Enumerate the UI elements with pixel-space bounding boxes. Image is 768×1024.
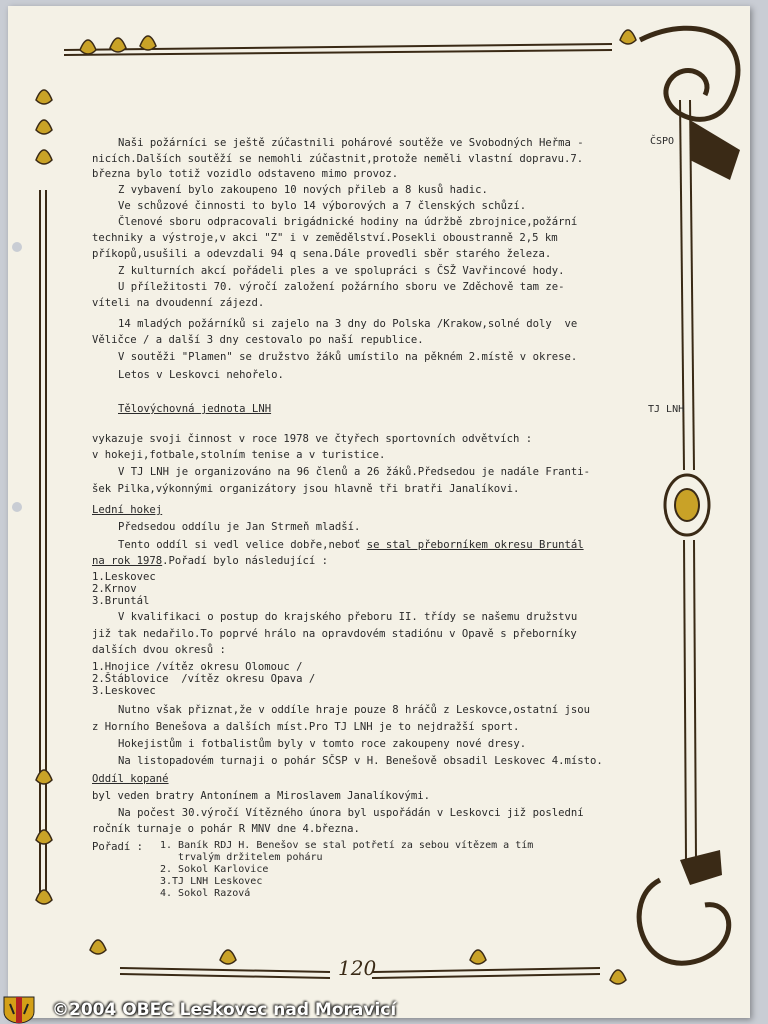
list-item: 3.Leskovec xyxy=(92,685,156,697)
text-line: Předsedou oddílu je Jan Strmeň mladší. xyxy=(118,521,361,533)
text-line: Naši požárníci se ještě zúčastnili pohárové soutěže ve Svobodných Heřma - xyxy=(118,137,584,149)
text-line: Nutno však přiznat,že v oddíle hraje pouze 8 hráčů z Leskovce,ostatní jsou xyxy=(118,704,590,716)
text-line: příkopů,usušili a odevzdali 94 q sena.Dále provedli sběr starého železa. xyxy=(92,248,552,260)
text-line: V TJ LNH je organizováno na 96 členů a 26 žáků.Předsedou je nadále Franti- xyxy=(118,466,590,478)
text-span: na rok 1978 xyxy=(92,555,163,567)
text-line: Z vybavení bylo zakoupeno 10 nových přileb a 8 kusů hadic. xyxy=(118,184,488,196)
list-item: 3.Bruntál xyxy=(92,595,150,607)
text-line: v hokeji,fotbale,stolním tenise a v turistice. xyxy=(92,449,386,461)
text-line: Letos v Leskovci nehořelo. xyxy=(118,369,284,381)
list-item: 2.Krnov xyxy=(92,583,137,595)
section-heading: Tělovýchovná jednota LNH xyxy=(118,403,272,415)
text-line: vykazuje svoji činnost v roce 1978 ve čtyřech sportovních odvětvích : xyxy=(92,433,533,445)
list-label: Pořadí : xyxy=(92,841,144,853)
text-line: 14 mladých požárníků si zajelo na 3 dny do Polska /Krakow,solné doly ve xyxy=(118,318,578,330)
list-item: 2. Sokol Karlovice xyxy=(160,864,269,875)
section-heading: Lední hokej xyxy=(92,504,163,516)
text-line: víteli na dvoudenní zájezd. xyxy=(92,297,265,309)
page-number: 120 xyxy=(338,956,377,980)
text-line: března bylo totiž vozidlo odstaveno mimo provoz. xyxy=(92,168,399,180)
text-line: z Horního Benešova a dalších míst.Pro TJ LNH je to nejdražší sport. xyxy=(92,721,520,733)
list-item: 1.Hnojice /vítěz okresu Olomouc / xyxy=(92,661,303,673)
text-line: ročník turnaje o pohár R MNV dne 4.března. xyxy=(92,823,360,835)
text-line: dalších dvou okresů : xyxy=(92,644,226,656)
list-item: 2.Štáblovice /vítěz okresu Opava / xyxy=(92,673,316,685)
center-ornament-icon xyxy=(665,475,709,535)
footer xyxy=(0,996,768,1024)
text-span: Tento oddíl si vedl velice dobře,neboť xyxy=(118,539,367,551)
text-line: šek Pilka,výkonnými organizátory jsou hlavně tři bratři Janalíkovi. xyxy=(92,483,520,495)
text-line: V soutěži "Plamen" se družstvo žáků umístilo na pěkném 2.místě v okrese. xyxy=(118,351,578,363)
list-item: 3.TJ LNH Leskovec xyxy=(160,876,263,887)
text-line: U příležitosti 70. výročí založení požárního sboru ve Zděchově tam ze- xyxy=(118,281,565,293)
text-line: Členové sboru odpracovali brigádnické hodiny na údržbě zbrojnice,požární xyxy=(118,216,578,228)
text-line xyxy=(118,538,584,553)
text-span: se stal přeborníkem okresu Bruntál xyxy=(366,539,584,551)
text-line: byl veden bratry Antonínem a Miroslavem Janalíkovými. xyxy=(92,790,431,802)
list-item: 1. Baník RDJ H. Benešov se stal potřetí za sebou vítězem a tím xyxy=(160,840,534,851)
margin-note-cspo: ČSPO xyxy=(650,136,675,147)
text-span: .Pořadí bylo následující : xyxy=(162,555,328,567)
copyright-caption: ©2004 OBEC Leskovec nad Moravicí xyxy=(52,1000,397,1020)
list-item: 1.Leskovec xyxy=(92,571,156,583)
text-line: Z kulturních akcí pořádeli ples a ve spolupráci s ČSŽ Vavřincové hody. xyxy=(118,265,565,277)
section-heading: Oddíl kopané xyxy=(92,773,169,785)
text-line xyxy=(92,554,328,569)
list-item: 4. Sokol Razová xyxy=(160,888,251,899)
text-line: nicích.Dalších soutěží se nemohli zúčastnit,protože neměli vlastní dopravu.7. xyxy=(92,153,584,165)
margin-note-tj-lnh: TJ LNH xyxy=(648,404,685,415)
text-line: Na počest 30.výročí Vítězného února byl uspořádán v Leskovci již poslední xyxy=(118,807,584,819)
text-line: Na listopadovém turnaji o pohár SČSP v H. Benešově obsadil Leskovec 4.místo. xyxy=(118,755,603,767)
text-line: již tak nedařilo.To poprvé hrálo na opravdovém stadiónu v Opavě s přeborníky xyxy=(92,628,577,640)
text-line: Ve schůzové činnosti to bylo 14 výborových a 7 členských schůzí. xyxy=(118,200,527,212)
text-line: Věličce / a další 3 dny cestovalo po naší republice. xyxy=(92,334,424,346)
municipal-crest-icon xyxy=(2,996,36,1024)
list-item: trvalým držitelem poháru xyxy=(160,852,323,863)
text-line: Hokejistům i fotbalistům byly v tomto roce zakoupeny nové dresy. xyxy=(118,738,527,750)
text-line: techniky a výstroje,v akci "Z" i v zemědělství.Posekli oboustranně 2,5 km xyxy=(92,232,558,244)
text-line: V kvalifikaci o postup do krajského přeboru II. třídy se našemu družstvu xyxy=(118,611,578,623)
